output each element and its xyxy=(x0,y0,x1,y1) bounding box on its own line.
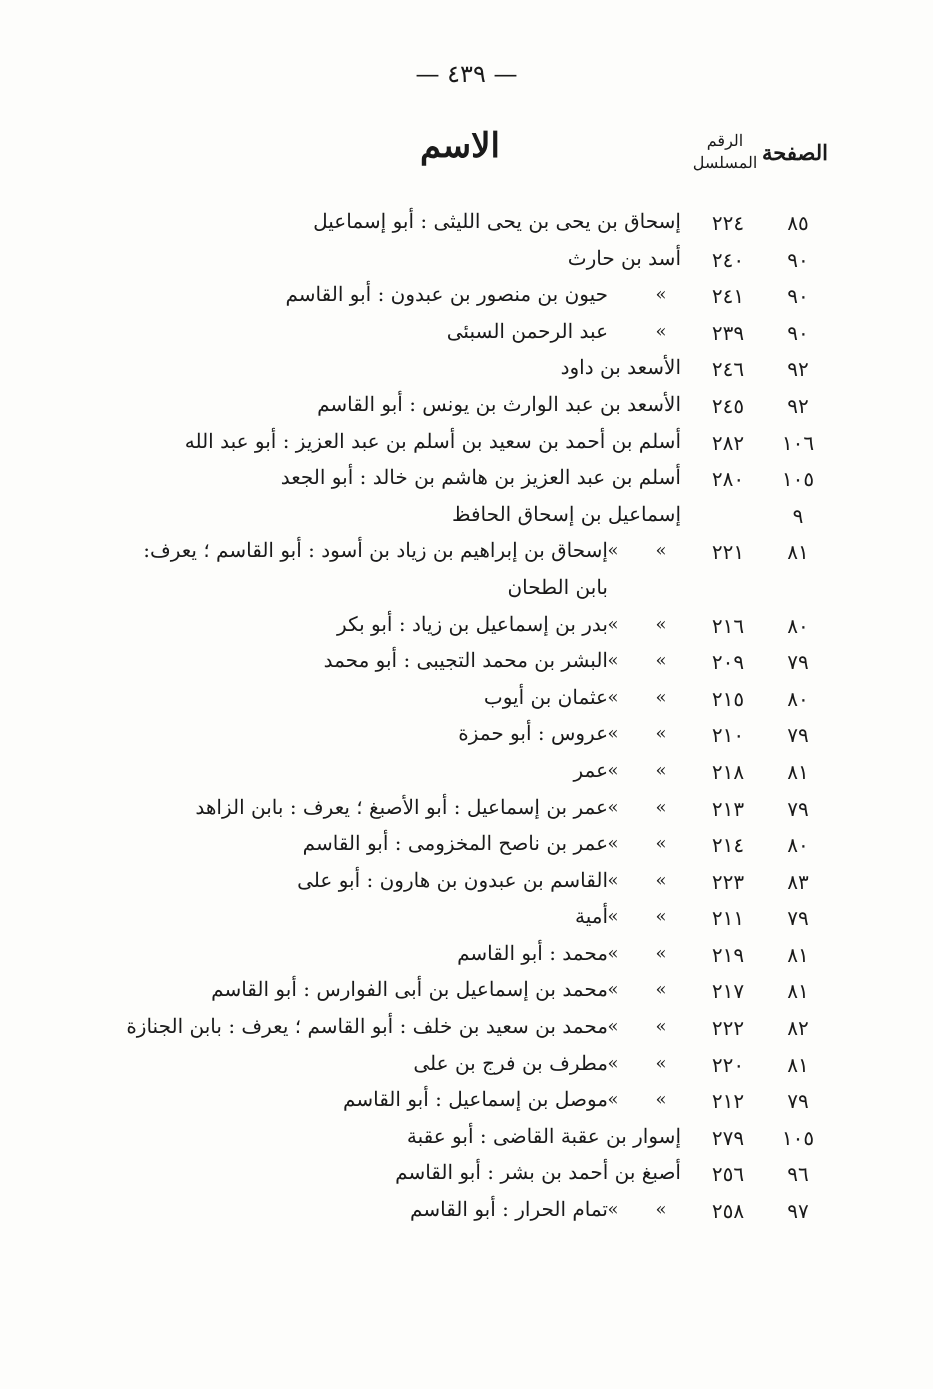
row-name: إسحاق بن يحى بن يحى الليثى : أبو إسماعيل xyxy=(313,209,681,233)
row-name: أسلم بن أحمد بن سعيد بن أسلم بن عبد العزيز : أبو عبد الله xyxy=(184,428,681,453)
row-serial-number: ٢١٥ xyxy=(711,686,745,711)
row-name: بدر بن إسماعيل بن زياد : أبو بكر xyxy=(337,611,608,636)
index-row xyxy=(0,1047,933,1084)
row-name: إسحاق بن إبراهيم بن زياد بن أسود : أبو القاسم ؛ يعرف: xyxy=(143,538,608,563)
ditto-mark: » xyxy=(655,686,667,708)
row-serial-number: ٢١٢ xyxy=(711,1089,745,1114)
index-row xyxy=(0,278,933,315)
row-serial-number: ٢٢٠ xyxy=(711,1052,745,1077)
column-header-name: الاسم xyxy=(420,126,500,166)
row-name: عروس : أبو حمزة xyxy=(458,721,608,746)
row-page-number: ٨١ xyxy=(787,759,809,784)
index-row xyxy=(0,717,933,754)
ditto-mark: » xyxy=(607,869,619,891)
row-serial-number: ٢٣٩ xyxy=(711,320,745,345)
index-row xyxy=(0,937,933,974)
row-page-number: ٩ xyxy=(792,503,804,528)
index-row xyxy=(0,461,933,498)
row-page-number: ٩٧ xyxy=(787,1199,809,1224)
column-header-serial xyxy=(690,130,760,174)
ditto-mark: » xyxy=(655,833,667,855)
ditto-mark: » xyxy=(655,284,667,306)
ditto-mark: » xyxy=(655,1016,667,1038)
index-row xyxy=(0,791,933,828)
row-serial-number: ٢٢١ xyxy=(711,540,745,565)
ditto-mark: » xyxy=(607,686,619,708)
ditto-mark: » xyxy=(607,1016,619,1038)
row-serial-number: ٢٨٢ xyxy=(711,430,745,455)
row-name: أسلم بن عبد العزيز بن هاشم بن خالد : أبو الجعد xyxy=(280,465,681,490)
index-row xyxy=(0,388,933,425)
row-name: عبد الرحمن السبئى xyxy=(446,318,608,343)
index-row xyxy=(0,754,933,791)
index-table xyxy=(0,205,933,1230)
row-serial-number: ٢٧٩ xyxy=(711,1125,745,1150)
row-page-number: ٨٥ xyxy=(787,211,809,235)
row-serial-number: ٢٢٣ xyxy=(711,869,745,894)
row-name: إسوار بن عقبة القاضى : أبو عقبة xyxy=(406,1123,681,1148)
index-row xyxy=(0,425,933,462)
row-name: بابن الطحان xyxy=(507,574,608,599)
ditto-mark: » xyxy=(607,1199,619,1221)
row-page-number: ١٠٦ xyxy=(781,430,815,455)
column-header-serial-line2: المسلسل xyxy=(692,153,758,172)
row-page-number: ٩٢ xyxy=(787,393,809,418)
index-row xyxy=(0,498,933,535)
index-row xyxy=(0,351,933,388)
row-name: أصبغ بن أحمد بن بشر : أبو القاسم xyxy=(395,1160,681,1185)
row-page-number: ٨٢ xyxy=(787,1016,809,1041)
ditto-mark: » xyxy=(655,1089,667,1111)
page-number: — ٤٣٩ — xyxy=(415,60,518,88)
ditto-mark: » xyxy=(655,979,667,1001)
row-serial-number: ٢١٤ xyxy=(711,833,745,858)
index-row xyxy=(0,242,933,279)
row-name: محمد بن سعيد بن خلف : أبو القاسم ؛ يعرف : بابن الجنازة xyxy=(126,1014,608,1039)
index-row xyxy=(0,1083,933,1120)
row-name: عمر xyxy=(573,757,608,782)
row-serial-number: ٢١٨ xyxy=(711,759,745,784)
row-serial-number: ٢١٩ xyxy=(711,942,745,967)
row-name: عمر بن ناصح المخزومى : أبو القاسم xyxy=(302,831,608,856)
ditto-mark: » xyxy=(655,613,667,635)
row-name: تمام الحرار : أبو القاسم xyxy=(410,1197,608,1222)
ditto-mark: » xyxy=(655,796,667,818)
ditto-mark: » xyxy=(655,540,667,562)
ditto-mark: » xyxy=(655,759,667,781)
row-page-number: ٨١ xyxy=(787,979,809,1004)
index-row xyxy=(0,1193,933,1230)
index-row xyxy=(0,608,933,645)
row-serial-number: ٢٨٠ xyxy=(711,467,745,492)
row-serial-number: ٢٥٨ xyxy=(711,1199,745,1224)
index-row xyxy=(0,827,933,864)
ditto-mark: » xyxy=(655,869,667,891)
row-serial-number: ٢٤٥ xyxy=(711,393,745,418)
ditto-mark: » xyxy=(607,796,619,818)
ditto-mark: » xyxy=(607,1052,619,1074)
index-row xyxy=(0,644,933,681)
row-page-number: ٨٠ xyxy=(787,833,809,858)
row-page-number: ١٠٥ xyxy=(781,467,815,492)
ditto-mark: » xyxy=(607,942,619,964)
ditto-mark: » xyxy=(607,1089,619,1111)
row-page-number: ٧٩ xyxy=(787,906,809,931)
index-row xyxy=(0,900,933,937)
index-row xyxy=(0,205,933,242)
row-name: القاسم بن عبدون بن هارون : أبو على xyxy=(297,867,608,892)
row-page-number: ٧٩ xyxy=(787,650,809,675)
ditto-mark: » xyxy=(655,1199,667,1221)
ditto-mark: » xyxy=(655,942,667,964)
row-serial-number: ٢٢٢ xyxy=(711,1016,745,1041)
index-row xyxy=(0,1156,933,1193)
ditto-mark: » xyxy=(607,723,619,745)
ditto-mark: » xyxy=(607,650,619,672)
row-page-number: ٨١ xyxy=(787,942,809,967)
row-serial-number: ٢٥٦ xyxy=(711,1162,745,1187)
row-name: محمد : أبو القاسم xyxy=(457,940,608,965)
ditto-mark: » xyxy=(607,759,619,781)
row-page-number: ٧٩ xyxy=(787,723,809,748)
row-serial-number: ٢١٣ xyxy=(711,796,745,821)
row-serial-number: ٢١٦ xyxy=(711,613,745,638)
row-serial-number: ٢٢٤ xyxy=(711,211,745,235)
row-page-number: ٨٠ xyxy=(787,686,809,711)
row-name: الأسعد بن داود xyxy=(560,355,681,380)
row-page-number: ٩٠ xyxy=(787,284,809,309)
row-page-number: ٩٢ xyxy=(787,357,809,382)
row-serial-number: ٢١٠ xyxy=(711,723,745,748)
row-name: عمر بن إسماعيل : أبو الأصبغ ؛ يعرف : بابن الزاهد xyxy=(195,794,608,819)
row-serial-number: ٢١٧ xyxy=(711,979,745,1004)
ditto-mark: » xyxy=(607,540,619,562)
row-page-number: ٨١ xyxy=(787,1052,809,1077)
row-page-number: ٨١ xyxy=(787,540,809,565)
index-row xyxy=(0,534,933,571)
ditto-mark: » xyxy=(607,613,619,635)
index-row xyxy=(0,681,933,718)
index-row xyxy=(0,1120,933,1157)
column-header-serial-line1: الرقم xyxy=(706,131,744,150)
row-name: أمية xyxy=(574,904,608,929)
row-name: حيون بن منصور بن عبدون : أبو القاسم xyxy=(285,282,608,307)
row-page-number: ٨٣ xyxy=(787,869,809,894)
row-name: عثمان بن أيوب xyxy=(483,684,608,709)
row-name: أسد بن حارث xyxy=(567,245,681,270)
row-name: إسماعيل بن إسحاق الحافظ xyxy=(452,501,681,526)
ditto-mark: » xyxy=(607,833,619,855)
ditto-mark: » xyxy=(655,906,667,928)
column-header-page: الصفحة xyxy=(762,140,828,165)
row-page-number: ٨٠ xyxy=(787,613,809,638)
ditto-mark: » xyxy=(655,1052,667,1074)
index-row xyxy=(0,1010,933,1047)
ditto-mark: » xyxy=(655,320,667,342)
row-page-number: ٩٦ xyxy=(787,1162,809,1187)
row-serial-number: ٢١١ xyxy=(711,906,745,931)
row-serial-number: ٢٠٩ xyxy=(711,650,745,675)
index-row xyxy=(0,315,933,352)
index-row xyxy=(0,973,933,1010)
row-name: مطرف بن فرج بن على xyxy=(413,1050,608,1075)
ditto-mark: » xyxy=(655,723,667,745)
row-page-number: ٧٩ xyxy=(787,1089,809,1114)
row-serial-number: ٢٤٠ xyxy=(711,247,745,272)
row-name: محمد بن إسماعيل بن أبى الفوارس : أبو القاسم xyxy=(211,977,608,1002)
row-name: الأسعد بن عبد الوارث بن يونس : أبو القاسم xyxy=(317,391,681,416)
row-name: موصل بن إسماعيل : أبو القاسم xyxy=(343,1087,608,1112)
index-row-continuation xyxy=(0,571,933,608)
row-page-number: ٩٠ xyxy=(787,247,809,272)
row-page-number: ١٠٥ xyxy=(781,1125,815,1150)
index-row xyxy=(0,864,933,901)
row-page-number: ٩٠ xyxy=(787,320,809,345)
row-page-number: ٧٩ xyxy=(787,796,809,821)
row-name: البشر بن محمد التجيبى : أبو محمد xyxy=(323,648,608,673)
row-serial-number: ٢٤١ xyxy=(711,284,745,309)
row-serial-number: ٢٤٦ xyxy=(711,357,745,382)
ditto-mark: » xyxy=(607,906,619,928)
ditto-mark: » xyxy=(655,650,667,672)
ditto-mark: » xyxy=(607,979,619,1001)
